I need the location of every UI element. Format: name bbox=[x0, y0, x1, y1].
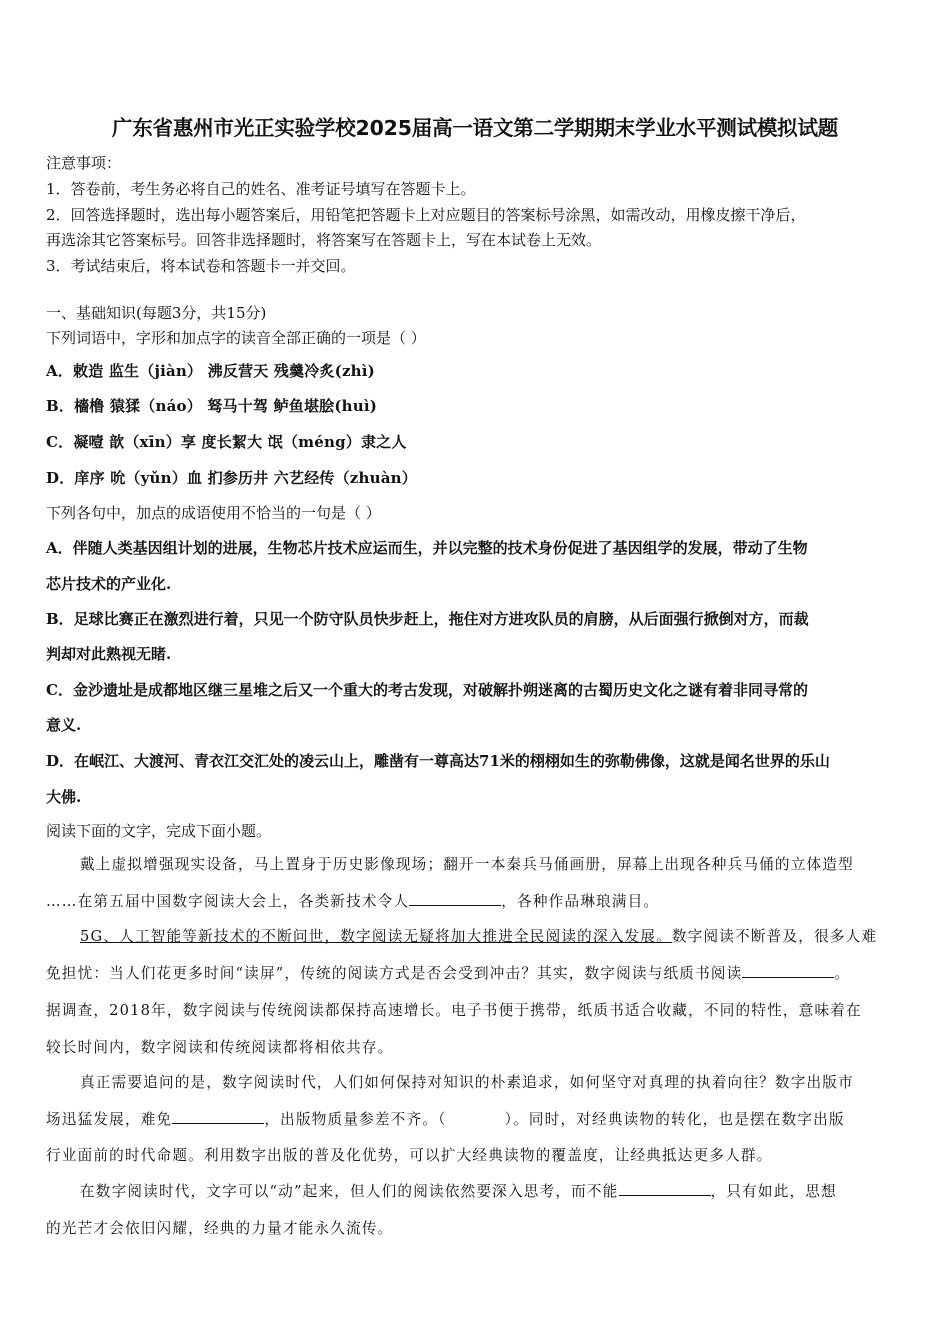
answer-blank[interactable] bbox=[742, 965, 834, 978]
underlined-sentence: 5G、人工智能等新技术的不断问世，数字阅读无疑将加大推进全民阅读的深入发展。 bbox=[80, 928, 672, 945]
passage-line: 较长时间内，数字阅读和传统阅读都将相依共存。 bbox=[46, 1039, 394, 1056]
q2-option-line: 大佛. bbox=[46, 788, 82, 806]
notice-item: 3．考试结束后，将本试卷和答题卡一并交回。 bbox=[46, 257, 356, 275]
q2-option-line: A．伴随人类基因组计划的进展，生物芯片技术应运而生，并以完整的技术身份促进了基因组学的发展，带动了生物 bbox=[46, 539, 808, 557]
passage-line: 免担忧：当人们花更多时间“读屏”，传统的阅读方式是否会受到冲击？其实，数字阅读与纸质书阅读 。 bbox=[46, 965, 851, 982]
q1-option-b: B．檣橹 猿猱（náo） 驽马十驾 鲈鱼堪脍(huì) bbox=[46, 397, 378, 415]
notice-item: 1．答卷前，考生务必将自己的姓名、准考证号填写在答题卡上。 bbox=[46, 180, 476, 198]
q2-option-line: D．在岷江、大渡河、青衣江交汇处的凌云山上，雕凿有一尊高达71米的栩栩如生的弥勒佛像，这就是闻名世界的乐山 bbox=[46, 752, 830, 770]
passage-line: ……在第五届中国数字阅读大会上，各类新技术令人 ，各种作品琳琅满目。 bbox=[46, 893, 660, 910]
section-heading: 一、基础知识(每题3分，共15分) bbox=[46, 304, 267, 322]
notice-item: 再选涂其它答案标号。回答非选择题时，将答案写在答题卡上，写在本试卷上无效。 bbox=[46, 231, 602, 249]
q1-option-a: A．敕造 监生（jiàn） 沸反营天 残羹冷炙(zhì) bbox=[46, 362, 375, 380]
page-title: 广东省惠州市光正实验学校2025届高一语文第二学期期末学业水平测试模拟试题 bbox=[111, 116, 839, 140]
answer-blank[interactable] bbox=[619, 1183, 711, 1196]
passage-line: 的光芒才会依旧闪耀，经典的力量才能永久流传。 bbox=[46, 1220, 394, 1237]
q2-option-line: 意义. bbox=[46, 716, 82, 734]
passage-line: 据调查，2018年，数字阅读与传统阅读都保持高速增长。电子书便于携带，纸质书适合收藏，不同的特性，意味着在 bbox=[46, 1002, 862, 1019]
passage-line: 场迅猛发展，难免 ，出版物质量参差不齐。（ ）。同时，对经典读物的转化，也是摆在数字出版 bbox=[46, 1111, 845, 1128]
q1-option-c: C．凝噎 歆（xīn）享 度长絜大 氓（méng）隶之人 bbox=[46, 433, 407, 451]
passage-line: 在数字阅读时代，文字可以“动”起来，但人们的阅读依然要深入思考，而不能 ，只有如此，思想 bbox=[80, 1183, 837, 1200]
passage-line: 真正需要追问的是，数字阅读时代，人们如何保持对知识的朴素追求，如何坚守对真理的执着向往？数字出版市 bbox=[80, 1074, 854, 1091]
notice-item: 2．回答选择题时，选出每小题答案后，用铅笔把答题卡上对应题目的答案标号涂黑，如需改动，用橡皮擦干净后， bbox=[46, 206, 806, 224]
q1-option-d: D．庠序 吮（yǔn）血 扪参历井 六艺经传（zhuàn） bbox=[46, 469, 417, 487]
q2-option-line: C．金沙遗址是成都地区继三星堆之后又一个重大的考古发现，对破解扑朔迷离的古蜀历史文化之谜有着非同寻常的 bbox=[46, 681, 808, 699]
reading-instruction: 阅读下面的文字，完成下面小题。 bbox=[46, 822, 272, 840]
q2-option-line: B．足球比赛正在激烈进行着，只见一个防守队员快步赶上，拖住对方进攻队员的肩膀，从后面强行掀倒对方，而裁 bbox=[46, 610, 809, 628]
notice-heading: 注意事项： bbox=[46, 154, 122, 172]
q2-option-line: 芯片技术的产业化. bbox=[46, 575, 172, 593]
passage-line: 5G、人工智能等新技术的不断问世，数字阅读无疑将加大推进全民阅读的深入发展。数字阅读不断普及，很多人难 bbox=[80, 928, 878, 945]
q2-option-line: 判却对此熟视无睹. bbox=[46, 645, 172, 663]
answer-blank[interactable] bbox=[409, 893, 501, 906]
answer-blank[interactable] bbox=[172, 1111, 264, 1124]
passage-line: 戴上虚拟增强现实设备，马上置身于历史影像现场；翻开一本秦兵马俑画册，屏幕上出现各种兵马俑的立体造型 bbox=[80, 856, 854, 873]
passage-line: 行业面前的时代命题。利用数字出版的普及化优势，可以扩大经典读物的覆盖度，让经典抵达更多人群。 bbox=[46, 1147, 773, 1164]
question-stem: 下列词语中，字形和加点字的读音全部正确的一项是（ ） bbox=[46, 329, 426, 347]
question-stem: 下列各句中，加点的成语使用不恰当的一句是（ ） bbox=[46, 504, 381, 522]
